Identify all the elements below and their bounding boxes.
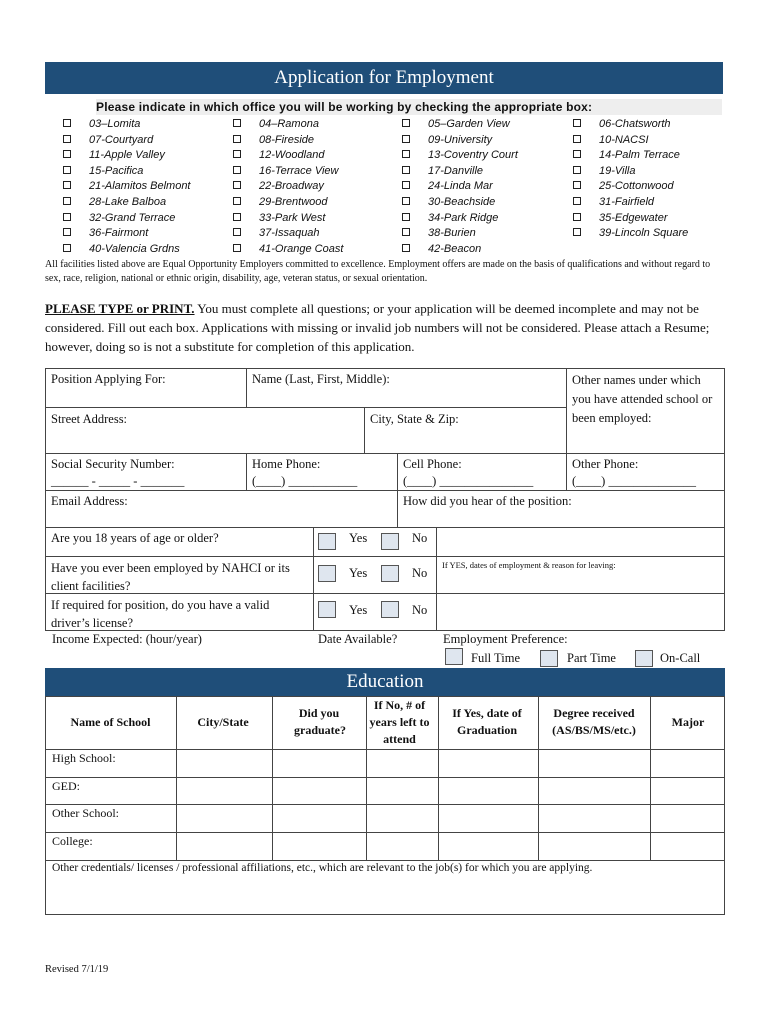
employed-note-label: If YES, dates of employment & reason for leaving: — [442, 560, 616, 570]
age-no-label: No — [412, 531, 428, 545]
on-call-label: On-Call — [660, 651, 701, 665]
office-label: 32-Grand Terrace — [89, 211, 176, 224]
employed-question-label: Have you ever been employed by NAHCI or its client facilities? — [51, 561, 290, 593]
office-checkbox[interactable] — [233, 166, 241, 174]
edu-row-ged: GED: — [52, 779, 80, 793]
office-checkbox[interactable] — [63, 166, 71, 174]
office-label: 37-Issaquah — [259, 227, 320, 240]
table-rule — [45, 832, 725, 833]
table-rule — [45, 777, 725, 778]
other-phone-blank: (____) ______________ — [572, 474, 696, 488]
office-checkbox[interactable] — [233, 197, 241, 205]
city-state-zip-field[interactable] — [364, 407, 567, 454]
office-label: 12-Woodland — [259, 149, 325, 162]
name-label: Name (Last, First, Middle): — [252, 372, 390, 386]
office-label: 15-Pacifica — [89, 164, 144, 177]
office-label: 36-Fairmont — [89, 227, 149, 240]
employed-dates-field[interactable] — [436, 556, 725, 594]
office-checkbox[interactable] — [402, 197, 410, 205]
city-state-zip-label: City, State & Zip: — [370, 412, 459, 426]
other-phone-label: Other Phone: — [572, 457, 639, 471]
employed-no-label: No — [412, 566, 428, 580]
office-checkbox[interactable] — [233, 181, 241, 189]
office-row — [63, 117, 723, 133]
employed-yes-label: Yes — [349, 566, 368, 580]
office-label: 31-Fairfield — [599, 195, 655, 208]
full-time-label: Full Time — [471, 651, 520, 665]
office-row — [63, 179, 723, 195]
age-yes-checkbox[interactable] — [318, 533, 336, 550]
office-label: 16-Terrace View — [259, 164, 339, 177]
age-no-checkbox[interactable] — [381, 533, 399, 550]
office-label: 33-Park West — [259, 211, 326, 224]
office-checkbox[interactable] — [402, 213, 410, 221]
street-label: Street Address: — [51, 412, 128, 426]
office-checkbox[interactable] — [573, 119, 581, 127]
office-row — [63, 133, 723, 149]
office-label: 25-Cottonwood — [599, 180, 674, 193]
office-checkbox[interactable] — [233, 213, 241, 221]
office-label: 41-Orange Coast — [259, 242, 344, 255]
age-blank — [436, 527, 725, 557]
office-option[interactable] — [402, 211, 498, 227]
office-checkbox[interactable] — [402, 150, 410, 158]
office-label: 07-Courtyard — [89, 133, 154, 146]
email-label: Email Address: — [51, 494, 128, 508]
office-label: 24-Linda Mar — [428, 180, 493, 193]
license-no-checkbox[interactable] — [381, 601, 399, 618]
office-label: 04–Ramona — [259, 118, 319, 130]
office-checkbox[interactable] — [233, 150, 241, 158]
office-option[interactable] — [63, 164, 143, 180]
cell-phone-label: Cell Phone: — [403, 457, 462, 471]
office-option[interactable] — [402, 117, 510, 133]
office-checkbox[interactable] — [573, 228, 581, 236]
position-field[interactable] — [45, 368, 247, 408]
office-option[interactable] — [233, 211, 325, 227]
office-checkbox[interactable] — [402, 166, 410, 174]
table-rule — [45, 804, 725, 805]
office-option[interactable] — [402, 164, 483, 180]
edu-row-other-school: Other School: — [52, 806, 119, 820]
office-label: 09-University — [428, 133, 493, 146]
license-blank — [436, 593, 725, 631]
street-address-field[interactable] — [45, 407, 365, 454]
office-option[interactable] — [233, 179, 324, 195]
office-option[interactable] — [63, 133, 153, 149]
other-phone-field[interactable] — [566, 453, 725, 491]
heard-label: How did you hear of the position: — [403, 494, 572, 508]
table-rule — [538, 696, 539, 860]
part-time-label: Part Time — [567, 651, 616, 665]
date-available-label: Date Available? — [318, 632, 398, 646]
table-rule — [650, 696, 651, 860]
other-names-label: Other names under which you have attended school or been employed: — [572, 373, 713, 425]
table-rule — [272, 696, 273, 860]
instructions-lead: PLEASE TYPE or PRINT. — [45, 301, 195, 316]
office-label: 38-Burien — [428, 227, 476, 240]
office-option[interactable] — [573, 211, 668, 227]
office-row — [63, 211, 723, 227]
employed-no-checkbox[interactable] — [381, 565, 399, 582]
education-banner — [45, 668, 725, 696]
edu-header-degree: Degree received (AS/BS/MS/etc.) — [552, 706, 636, 737]
home-phone-label: Home Phone: — [252, 457, 321, 471]
edu-header-graduate: Did you graduate? — [294, 706, 346, 737]
full-time-checkbox[interactable] — [445, 648, 463, 665]
office-option[interactable] — [63, 242, 180, 258]
office-option[interactable] — [402, 195, 495, 211]
office-checkbox[interactable] — [402, 244, 410, 252]
office-checkbox[interactable] — [402, 181, 410, 189]
ssn-label: Social Security Number: — [51, 457, 175, 471]
office-label: 03–Lomita — [89, 118, 141, 130]
edu-row-college: College: — [52, 834, 93, 848]
office-row — [63, 242, 723, 258]
office-checkbox[interactable] — [63, 135, 71, 143]
office-option[interactable] — [233, 242, 343, 258]
email-field[interactable] — [45, 490, 398, 528]
income-label: Income Expected: (hour/year) — [52, 632, 202, 646]
edu-header-city: City/State — [197, 715, 249, 729]
office-label: 34-Park Ridge — [428, 211, 499, 224]
office-option[interactable] — [402, 179, 493, 195]
office-label: 13-Coventry Court — [428, 149, 518, 162]
position-label: Position Applying For: — [51, 372, 166, 386]
office-checkbox[interactable] — [573, 213, 581, 221]
office-checkbox[interactable] — [573, 197, 581, 205]
name-field[interactable] — [246, 368, 567, 408]
office-option[interactable] — [573, 226, 688, 242]
office-label: 29-Brentwood — [259, 195, 328, 208]
office-option[interactable] — [402, 133, 492, 149]
home-phone-blank: (____) ___________ — [252, 474, 358, 488]
office-option[interactable] — [233, 148, 324, 164]
office-label: 08-Fireside — [259, 133, 315, 146]
edu-header-major: Major — [671, 715, 705, 729]
office-checkbox[interactable] — [402, 119, 410, 127]
office-label: 42-Beacon — [428, 242, 482, 255]
other-names-field[interactable] — [566, 368, 725, 454]
license-yes-checkbox[interactable] — [318, 601, 336, 618]
license-question-label: If required for position, do you have a valid driver’s license? — [51, 598, 270, 630]
office-label: 30-Beachside — [428, 195, 496, 208]
office-option[interactable] — [402, 226, 476, 242]
office-checkbox[interactable] — [63, 228, 71, 236]
eeo-notice: All facilities listed above are Equal Opportunity Employers committed to excellence. Employment offers are made on the basis of qualifications and without regard to sex, race, religion, national or ethnic origin, disability, age, veteran status, or sexual orientation. — [45, 259, 711, 284]
office-checkbox[interactable] — [63, 197, 71, 205]
office-option[interactable] — [233, 117, 319, 133]
table-rule — [438, 696, 439, 860]
office-option[interactable] — [233, 195, 328, 211]
office-label: 17-Danville — [428, 164, 484, 177]
office-checkbox[interactable] — [233, 228, 241, 236]
employed-question — [45, 556, 314, 594]
heard-field[interactable] — [397, 490, 725, 528]
office-row — [63, 164, 723, 180]
office-row — [63, 148, 723, 164]
license-question — [45, 593, 314, 631]
office-option[interactable] — [63, 117, 140, 133]
office-label: 06-Chatsworth — [599, 118, 671, 130]
table-rule — [45, 860, 725, 861]
office-label: 05–Garden View — [428, 118, 510, 130]
part-time-checkbox[interactable] — [540, 650, 558, 667]
office-checkbox[interactable] — [63, 244, 71, 252]
office-label: 11-Apple Valley — [89, 149, 165, 162]
revision-footer: Revised 7/1/19 — [45, 964, 109, 975]
office-label: 22-Broadway — [259, 180, 324, 193]
office-row — [63, 195, 723, 211]
office-checkbox[interactable] — [233, 244, 241, 252]
ssn-blank: ______ - _____ - _______ — [51, 474, 185, 488]
office-label: 39-Lincoln Square — [599, 227, 689, 240]
office-checkbox[interactable] — [63, 213, 71, 221]
office-checkbox[interactable] — [402, 228, 410, 236]
instructions-body: You must complete all questions; or your application will be deemed incomplete and may not be considered. Fill out each box. Applications with missing or invalid job numbers will not be considered. Please attach a Resume; however, doing so is not a substitute for completion of this application. — [45, 301, 710, 354]
office-option[interactable] — [402, 242, 481, 258]
office-checkbox[interactable] — [573, 135, 581, 143]
edu-row-high-school: High School: — [52, 751, 116, 765]
age-yes-label: Yes — [349, 531, 368, 545]
office-option[interactable] — [63, 195, 166, 211]
office-row — [63, 226, 723, 242]
age-question — [45, 527, 314, 557]
education-title: Education — [346, 671, 424, 692]
office-checkbox[interactable] — [233, 135, 241, 143]
office-option[interactable] — [573, 179, 674, 195]
cell-phone-blank: (____) _______________ — [403, 474, 534, 488]
table-rule — [45, 749, 725, 750]
office-option[interactable] — [233, 133, 314, 149]
office-label: 14-Palm Terrace — [599, 149, 680, 162]
office-checkbox[interactable] — [233, 119, 241, 127]
office-label: 19-Villa — [599, 164, 636, 177]
edu-header-grad-date: If Yes, date of Graduation — [452, 706, 522, 737]
other-credentials-label: Other credentials/ licenses / professional affiliations, etc., which are relevant to the job(s) for which you are applying. — [52, 862, 593, 874]
office-checkbox[interactable] — [402, 135, 410, 143]
office-option[interactable] — [573, 133, 649, 149]
office-checkbox[interactable] — [573, 166, 581, 174]
office-option[interactable] — [402, 148, 518, 164]
office-option[interactable] — [233, 164, 339, 180]
employed-yes-checkbox[interactable] — [318, 565, 336, 582]
instructions — [45, 299, 725, 356]
office-option[interactable] — [63, 226, 148, 242]
office-checkbox[interactable] — [63, 119, 71, 127]
office-option[interactable] — [63, 179, 191, 195]
office-label: 35-Edgewater — [599, 211, 668, 224]
license-no-label: No — [412, 603, 428, 617]
ssn-field[interactable] — [45, 453, 247, 491]
edu-header-school: Name of School — [70, 715, 151, 729]
office-instruction: Please indicate in which office you will be working by checking the appropriate box: — [96, 99, 722, 115]
title-banner — [45, 62, 723, 94]
employment-preference-label: Employment Preference: — [443, 632, 568, 646]
office-label: 28-Lake Balboa — [89, 195, 167, 208]
license-yes-label: Yes — [349, 603, 368, 617]
office-label: 10-NACSI — [599, 133, 649, 146]
office-option[interactable] — [63, 148, 165, 164]
office-grid — [63, 117, 723, 257]
office-checkbox[interactable] — [63, 181, 71, 189]
edu-header-years-left: If No, # of years left to attend — [369, 698, 430, 746]
home-phone-field[interactable] — [246, 453, 398, 491]
office-label: 40-Valencia Grdns — [89, 242, 180, 255]
office-checkbox[interactable] — [63, 150, 71, 158]
cell-phone-field[interactable] — [397, 453, 567, 491]
office-option[interactable] — [573, 195, 654, 211]
office-option[interactable] — [573, 117, 671, 133]
on-call-checkbox[interactable] — [635, 650, 653, 667]
office-label: 21-Alamitos Belmont — [89, 180, 191, 193]
office-option[interactable] — [233, 226, 320, 242]
office-option[interactable] — [63, 211, 175, 227]
office-checkbox[interactable] — [573, 150, 581, 158]
page-title: Application for Employment — [274, 67, 494, 88]
age-question-label: Are you 18 years of age or older? — [51, 531, 219, 545]
office-option[interactable] — [573, 164, 636, 180]
office-option[interactable] — [573, 148, 680, 164]
office-checkbox[interactable] — [573, 181, 581, 189]
